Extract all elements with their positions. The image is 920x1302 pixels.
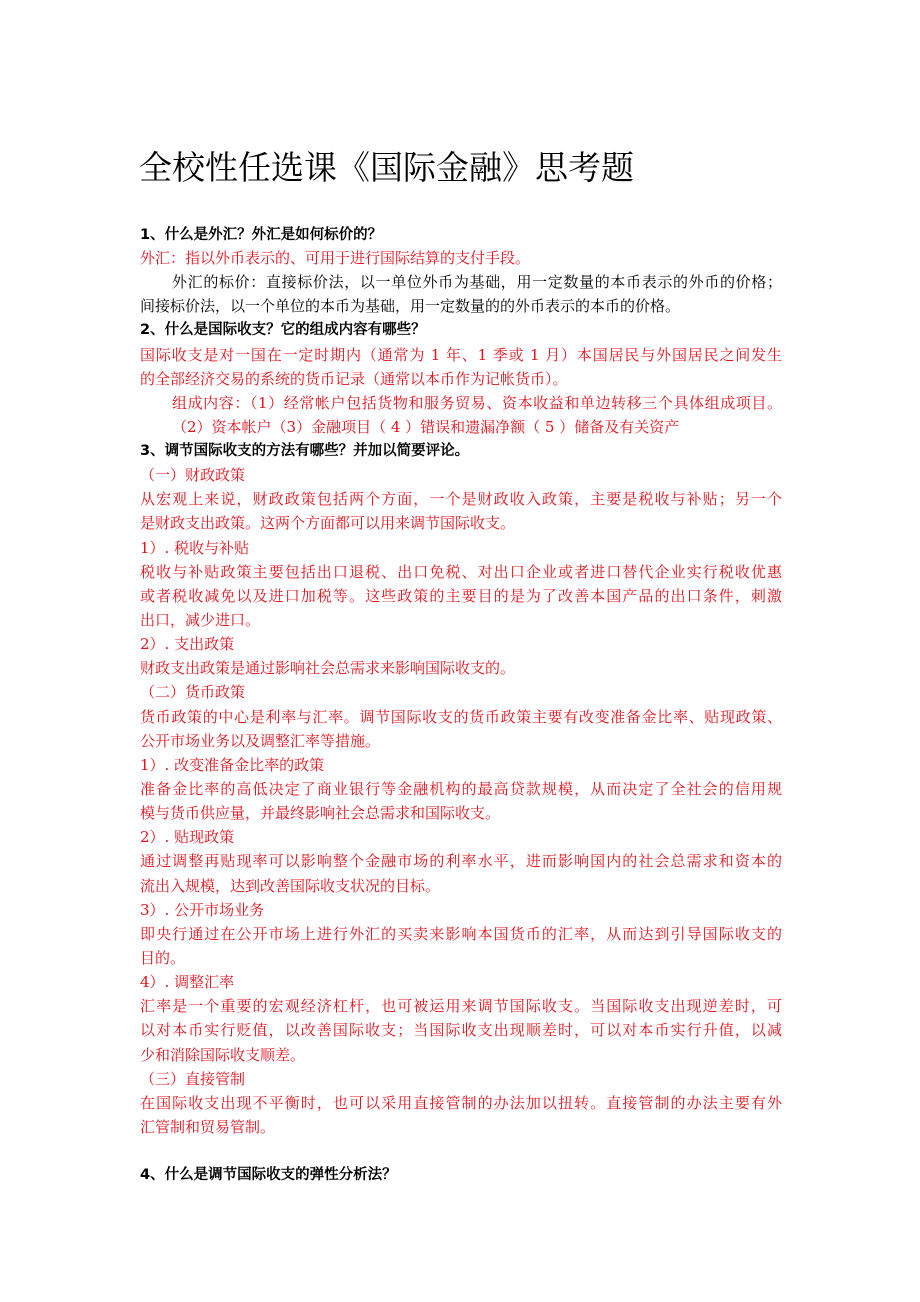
answer-line: 以对本币实行贬值，以改善国际收支；当国际收支出现顺差时，可以对本币实行升值，以减 <box>140 1021 782 1039</box>
question-3: 3、调节国际收支的方法有哪些？并加以简要评论。 <box>140 443 470 459</box>
answer-line: 在国际收支出现不平衡时，也可以采用直接管制的办法加以扭转。直接管制的办法主要有外 <box>140 1094 782 1112</box>
answer-line: 外汇的标价：直接标价法，以一单位外币为基础，用一定数量的本币表示的外币的价格； <box>172 273 782 291</box>
question-2: 2、什么是国际收支？它的组成内容有哪些？ <box>140 322 426 338</box>
answer-line: （2）资本帐户（3）金融项目（ 4 ）错误和遗漏净额（ 5 ）储备及有关资产 <box>172 418 680 436</box>
answer-line: 准备金比率的高低决定了商业银行等金融机构的最高贷款规模，从而决定了全社会的信用规 <box>140 780 782 798</box>
answer-line: 外汇：指以外币表示的、可用于进行国际结算的支付手段。 <box>140 249 531 267</box>
answer-line: 目的。 <box>140 949 186 967</box>
answer-line: 模与货币供应量，并最终影响社会总需求和国际收支。 <box>140 804 501 822</box>
answer-line: 的全部经济交易的系统的货币记录（通常以本币作为记帐货币）。 <box>140 370 568 388</box>
answer-line: 组成内容：（1）经常帐户包括货物和服务贸易、资本收益和单边转移三个具体组成项目。 <box>172 394 782 412</box>
answer-line: 出口，减少进口。 <box>140 611 261 629</box>
answer-line: 即央行通过在公开市场上进行外汇的买卖来影响本国货币的汇率，从而达到引导国际收支的 <box>140 925 782 943</box>
document-title: 全校性任选课《国际金融》思考题 <box>139 148 634 187</box>
answer-line: 是财政支出政策。这两个方面都可以用来调节国际收支。 <box>140 514 516 532</box>
subsection-heading: 1）. 改变准备金比率的政策 <box>140 756 325 774</box>
subsection-heading: 1）. 税收与补贴 <box>140 539 250 557</box>
answer-line: 少和消除国际收支顺差。 <box>140 1046 306 1064</box>
answer-line: 税收与补贴政策主要包括出口退税、出口免税、对出口企业或者进口替代企业实行税收优惠 <box>140 563 782 581</box>
answer-line: 货币政策的中心是利率与汇率。调节国际收支的货币政策主要有改变准备金比率、贴现政策、 <box>140 708 782 726</box>
answer-line: 从宏观上来说，财政政策包括两个方面，一个是财政收入政策，主要是税收与补贴；另一个 <box>140 490 782 508</box>
question-4: 4、什么是调节国际收支的弹性分析法？ <box>140 1167 397 1183</box>
answer-line: 财政支出政策是通过影响社会总需求来影响国际收支的。 <box>140 659 516 677</box>
subsection-heading: 2）. 贴现政策 <box>140 828 235 846</box>
answer-line: 或者税收减免以及进口加税等。这些政策的主要目的是为了改善本国产品的出口条件，刺激 <box>140 587 782 605</box>
section-heading: （三）直接管制 <box>140 1070 246 1088</box>
answer-line: 公开市场业务以及调整汇率等措施。 <box>140 732 381 750</box>
answer-line: 国际收支是对一国在一定时期内（通常为 1 年、1 季或 1 月）本国居民与外国居民之间发生 <box>140 346 782 364</box>
answer-line: 汇管制和贸易管制。 <box>140 1118 276 1136</box>
question-1: 1、什么是外汇？外汇是如何标价的？ <box>140 227 383 243</box>
subsection-heading: 4）. 调整汇率 <box>140 973 235 991</box>
section-heading: （二）货币政策 <box>140 683 246 701</box>
answer-line: 通过调整再贴现率可以影响整个金融市场的利率水平，进而影响国内的社会总需求和资本的 <box>140 852 782 870</box>
answer-line: 间接标价法，以一个单位的本币为基础，用一定数量的的外币表示的本币的价格。 <box>140 297 681 315</box>
answer-line: 流出入规模，达到改善国际收支状况的目标。 <box>140 877 441 895</box>
answer-line: 汇率是一个重要的宏观经济杠杆，也可被运用来调节国际收支。当国际收支出现逆差时，可 <box>140 997 782 1015</box>
section-heading: （一）财政政策 <box>140 466 246 484</box>
subsection-heading: 2）. 支出政策 <box>140 635 235 653</box>
subsection-heading: 3）. 公开市场业务 <box>140 901 265 919</box>
